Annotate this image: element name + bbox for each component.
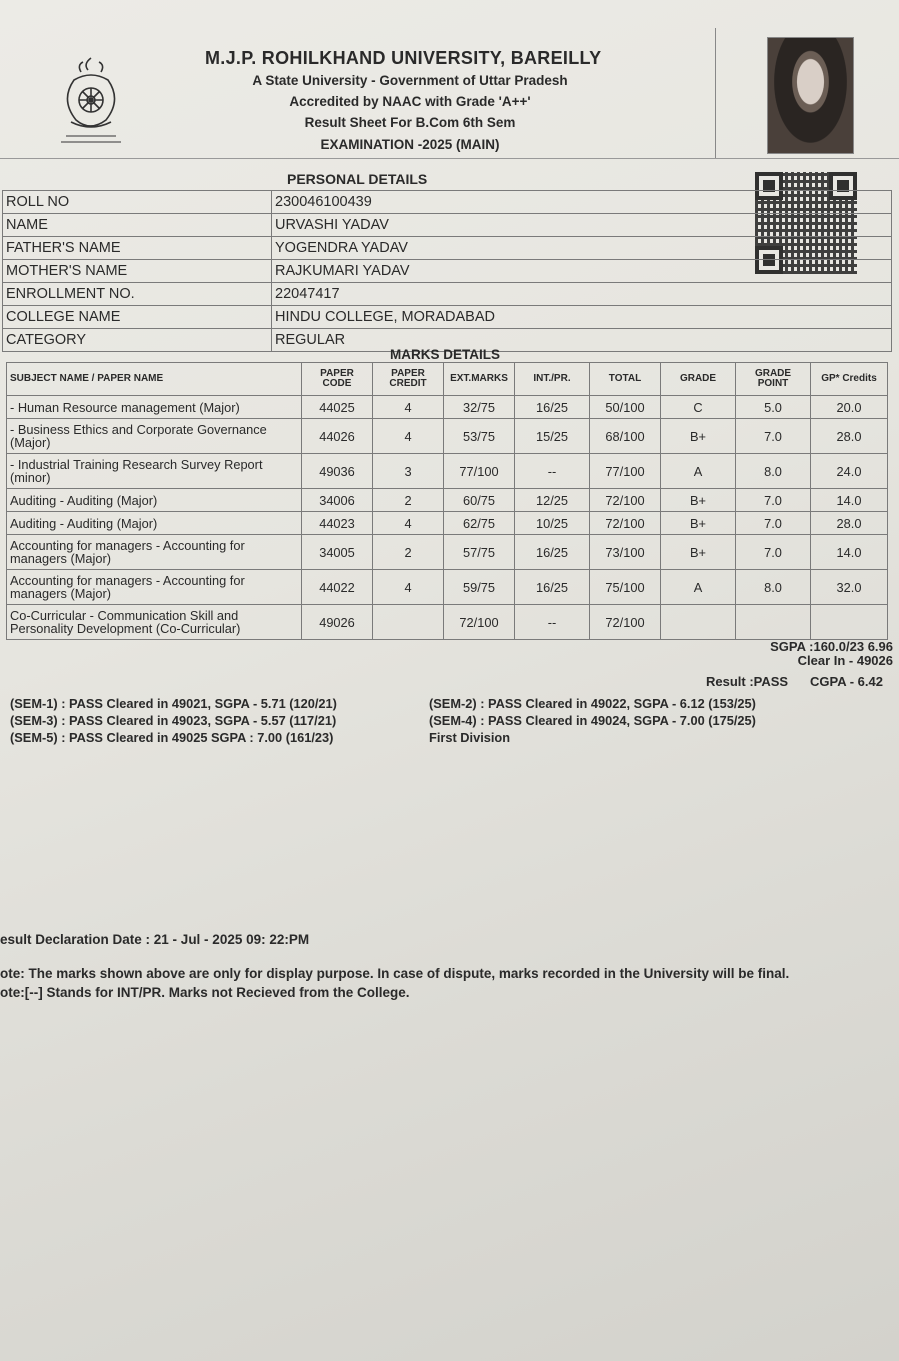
cell-subject: - Business Ethics and Corporate Governance (Major) — [7, 419, 302, 454]
cell-ext-marks: 72/100 — [444, 605, 515, 640]
father-name-value: YOGENDRA YADAV — [272, 237, 892, 260]
cell-int-pr: 16/25 — [515, 396, 590, 419]
cell-grade-point: 8.0 — [736, 570, 811, 605]
cell-paper-code: 49036 — [302, 454, 373, 489]
note-int-pr: ote:[--] Stands for INT/PR. Marks not Recieved from the College. — [0, 985, 410, 1000]
cell-grade: B+ — [661, 512, 736, 535]
sgpa-value: SGPA :160.0/23 6.96 — [770, 639, 893, 654]
cell-ext-marks: 77/100 — [444, 454, 515, 489]
cell-paper-code: 34005 — [302, 535, 373, 570]
cell-paper-code: 44022 — [302, 570, 373, 605]
table-row — [3, 306, 892, 329]
cell-int-pr: 10/25 — [515, 512, 590, 535]
category-value: REGULAR — [272, 329, 892, 352]
sem-5-result: (SEM-5) : PASS Cleared in 49025 SGPA : 7.00 (161/23) — [10, 730, 334, 745]
cell-paper-credit: 3 — [373, 454, 444, 489]
semester-results-left — [10, 695, 337, 746]
cell-gp-credits: 28.0 — [811, 512, 888, 535]
cell-total: 77/100 — [590, 454, 661, 489]
roll-no-label: ROLL NO — [3, 191, 272, 214]
table-row — [7, 535, 888, 570]
cell-grade-point: 5.0 — [736, 396, 811, 419]
sem-2-result: (SEM-2) : PASS Cleared in 49022, SGPA - 6.12 (153/25) — [429, 696, 756, 711]
cell-paper-credit: 2 — [373, 535, 444, 570]
cell-int-pr: -- — [515, 454, 590, 489]
col-gp-credits: GP* Credits — [811, 363, 888, 396]
table-header-row — [7, 363, 888, 396]
table-row — [3, 191, 892, 214]
table-row — [3, 214, 892, 237]
roll-no-value: 230046100439 — [272, 191, 892, 214]
cell-paper-credit: 4 — [373, 419, 444, 454]
cell-paper-code: 44026 — [302, 419, 373, 454]
cell-paper-credit — [373, 605, 444, 640]
col-subject: SUBJECT NAME / PAPER NAME — [7, 363, 302, 396]
mother-name-value: RAJKUMARI YADAV — [272, 260, 892, 283]
cell-total: 68/100 — [590, 419, 661, 454]
col-grade: GRADE — [661, 363, 736, 396]
cell-gp-credits: 28.0 — [811, 419, 888, 454]
cell-int-pr: 15/25 — [515, 419, 590, 454]
cell-subject: Auditing - Auditing (Major) — [7, 512, 302, 535]
table-row — [7, 396, 888, 419]
cell-grade: B+ — [661, 419, 736, 454]
cell-grade-point: 7.0 — [736, 489, 811, 512]
cell-grade-point: 8.0 — [736, 454, 811, 489]
cell-int-pr: 16/25 — [515, 570, 590, 605]
marks-details-title: MARKS DETAILS — [390, 347, 500, 362]
examination-line: EXAMINATION -2025 (MAIN) — [320, 137, 500, 152]
cell-grade: A — [661, 454, 736, 489]
cell-paper-code: 49026 — [302, 605, 373, 640]
university-logo-icon — [36, 50, 146, 150]
cell-total: 72/100 — [590, 605, 661, 640]
cell-grade: B+ — [661, 535, 736, 570]
table-row — [3, 237, 892, 260]
col-int-pr: INT./PR. — [515, 363, 590, 396]
semester-results-right — [429, 695, 756, 746]
father-name-label: FATHER'S NAME — [3, 237, 272, 260]
cell-ext-marks: 62/75 — [444, 512, 515, 535]
cell-subject: - Human Resource management (Major) — [7, 396, 302, 419]
cell-grade: B+ — [661, 489, 736, 512]
cell-ext-marks: 53/75 — [444, 419, 515, 454]
cell-gp-credits: 14.0 — [811, 535, 888, 570]
cell-subject: Accounting for managers - Accounting for managers (Major) — [7, 535, 302, 570]
cell-grade-point: 7.0 — [736, 512, 811, 535]
cell-paper-code: 44025 — [302, 396, 373, 419]
cell-total: 72/100 — [590, 489, 661, 512]
divider — [715, 28, 716, 158]
cell-paper-credit: 4 — [373, 512, 444, 535]
division: First Division — [429, 730, 511, 745]
cell-gp-credits: 14.0 — [811, 489, 888, 512]
table-row — [7, 454, 888, 489]
cell-total: 50/100 — [590, 396, 661, 419]
cell-paper-code: 34006 — [302, 489, 373, 512]
accreditation-line: Accredited by NAAC with Grade 'A++' — [289, 94, 531, 109]
result-declaration-date: esult Declaration Date : 21 - Jul - 2025 09: 22:PM — [0, 932, 310, 947]
cell-grade-point: 7.0 — [736, 535, 811, 570]
personal-details-table — [2, 190, 892, 352]
clear-in-value: Clear In - 49026 — [797, 653, 893, 668]
col-total: TOTAL — [590, 363, 661, 396]
cell-grade: C — [661, 396, 736, 419]
col-paper-credit: PAPER CREDIT — [373, 363, 444, 396]
table-row — [7, 512, 888, 535]
cell-gp-credits: 20.0 — [811, 396, 888, 419]
college-value: HINDU COLLEGE, MORADABAD — [272, 306, 892, 329]
cell-paper-code: 44023 — [302, 512, 373, 535]
result-status: Result :PASS — [706, 674, 789, 689]
cell-ext-marks: 32/75 — [444, 396, 515, 419]
cell-subject: Auditing - Auditing (Major) — [7, 489, 302, 512]
enrollment-value: 22047417 — [272, 283, 892, 306]
table-row — [7, 419, 888, 454]
sem-4-result: (SEM-4) : PASS Cleared in 49024, SGPA - 7.00 (175/25) — [429, 713, 756, 728]
cell-subject: - Industrial Training Research Survey Report (minor) — [7, 454, 302, 489]
cell-paper-credit: 4 — [373, 570, 444, 605]
cell-total: 73/100 — [590, 535, 661, 570]
cell-paper-credit: 2 — [373, 489, 444, 512]
col-paper-code: PAPER CODE — [302, 363, 373, 396]
college-label: COLLEGE NAME — [3, 306, 272, 329]
cell-subject: Accounting for managers - Accounting for managers (Major) — [7, 570, 302, 605]
name-label: NAME — [3, 214, 272, 237]
university-name: M.J.P. ROHILKHAND UNIVERSITY, BAREILLY — [205, 48, 602, 68]
cell-total: 75/100 — [590, 570, 661, 605]
cell-int-pr: 16/25 — [515, 535, 590, 570]
cell-subject: Co-Curricular - Communication Skill and Personality Development (Co-Curricular) — [7, 605, 302, 640]
cell-int-pr: 12/25 — [515, 489, 590, 512]
category-label: CATEGORY — [3, 329, 272, 352]
cell-ext-marks: 57/75 — [444, 535, 515, 570]
cell-gp-credits — [811, 605, 888, 640]
sem-1-result: (SEM-1) : PASS Cleared in 49021, SGPA - 5.71 (120/21) — [10, 696, 337, 711]
name-value: URVASHI YADAV — [272, 214, 892, 237]
cell-ext-marks: 59/75 — [444, 570, 515, 605]
table-row — [7, 605, 888, 640]
cell-grade-point — [736, 605, 811, 640]
cell-grade — [661, 605, 736, 640]
enrollment-label: ENROLLMENT NO. — [3, 283, 272, 306]
cell-ext-marks: 60/75 — [444, 489, 515, 512]
table-row — [7, 570, 888, 605]
cell-int-pr: -- — [515, 605, 590, 640]
cgpa-value: CGPA - 6.42 — [810, 674, 883, 689]
table-row — [3, 283, 892, 306]
table-row — [7, 489, 888, 512]
cell-gp-credits: 32.0 — [811, 570, 888, 605]
cell-grade: A — [661, 570, 736, 605]
sem-3-result: (SEM-3) : PASS Cleared in 49023, SGPA - 5.57 (117/21) — [10, 713, 337, 728]
student-photo — [767, 37, 854, 154]
cell-paper-credit: 4 — [373, 396, 444, 419]
sgpa-summary — [770, 640, 893, 668]
result-sheet-line: Result Sheet For B.Com 6th Sem — [304, 115, 516, 130]
cell-grade-point: 7.0 — [736, 419, 811, 454]
marks-table — [6, 362, 888, 640]
table-row — [3, 260, 892, 283]
col-ext-marks: EXT.MARKS — [444, 363, 515, 396]
personal-details-title: PERSONAL DETAILS — [287, 171, 428, 187]
mother-name-label: MOTHER'S NAME — [3, 260, 272, 283]
state-university-line: A State University - Government of Uttar Pradesh — [252, 73, 568, 88]
col-grade-point: GRADE POINT — [736, 363, 811, 396]
note-display-purpose: ote: The marks shown above are only for display purpose. In case of dispute, marks recorded in the University will be final. — [0, 966, 790, 981]
divider — [0, 158, 899, 159]
cell-total: 72/100 — [590, 512, 661, 535]
cell-gp-credits: 24.0 — [811, 454, 888, 489]
